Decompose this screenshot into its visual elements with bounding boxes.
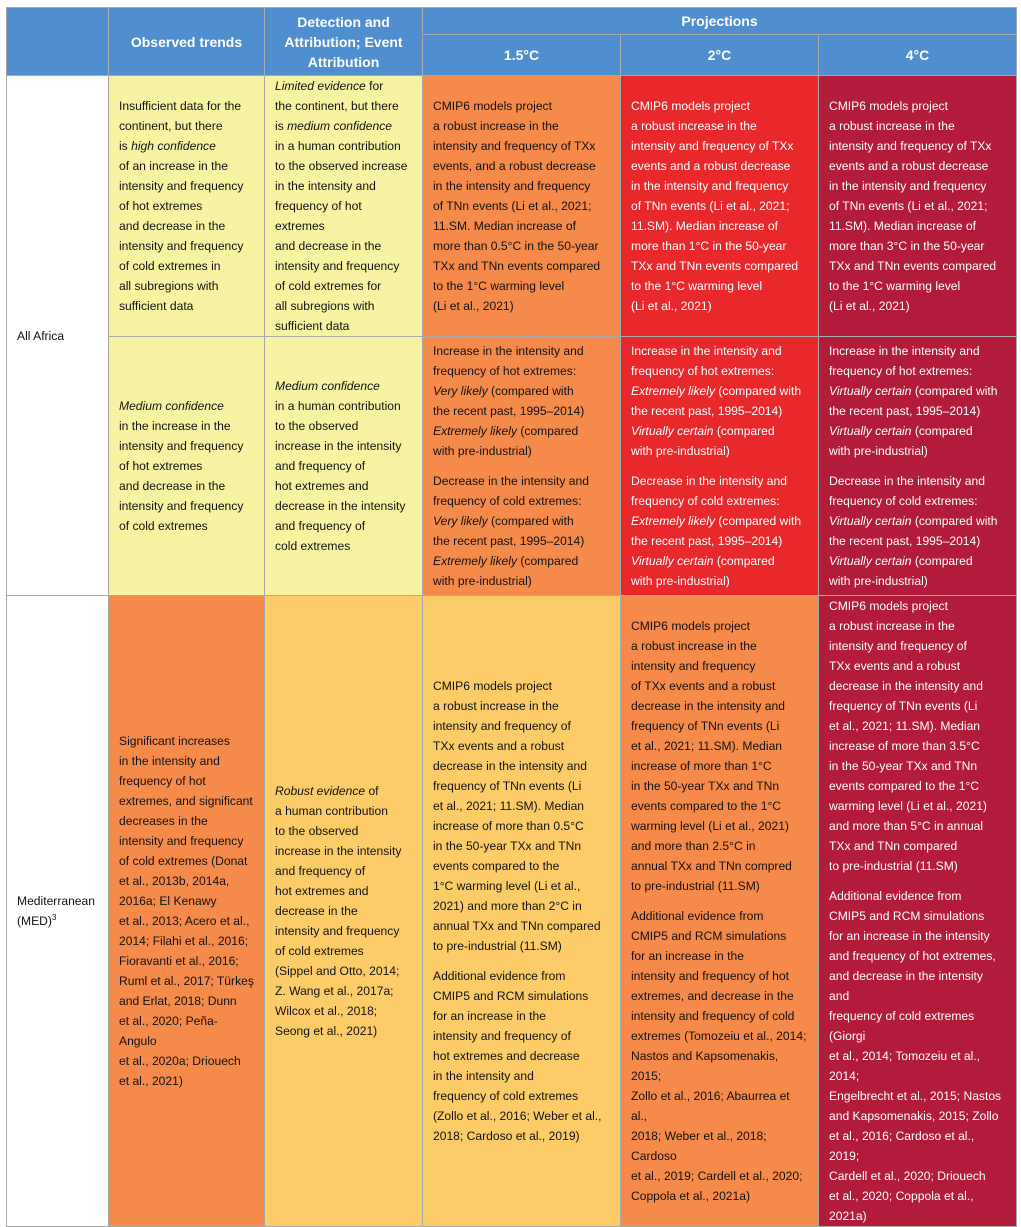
- projection-4-header: 4°C: [819, 35, 1017, 76]
- cell-africa-detection-2: Medium confidence in a human contribution to the observed increase in the intensity and frequency of hot extremes and decrease in the intensity and frequency of cold extremes: [265, 337, 423, 596]
- cell-africa-4-2: Increase in the intensity and frequency of hot extremes: Virtually certain (compared with the recent past, 1995–2014) Virtually certain (compared with pre-industrial) Decrease in the intensity and frequency of cold extremes: Virtually certain (compared with the recent past, 1995–2014) Virtually certain (compared with pre-industrial): [819, 337, 1017, 596]
- footnote-marker: 3: [51, 912, 57, 922]
- cell-africa-4-1: CMIP6 models project a robust increase in the intensity and frequency of TXx events and a robust decrease in the intensity and frequency of TNn events (Li et al., 2021; 11.SM). Median increase of more than 3°C in the 50-year TXx and TNn events compared to the 1°C warming level (Li et al., 2021): [819, 76, 1017, 337]
- cell-africa-observed-2: Medium confidence in the increase in the intensity and frequency of hot extremes and decrease in the intensity and frequency of cold extremes: [109, 337, 265, 596]
- observed-trends-header: Observed trends: [109, 8, 265, 76]
- projection-2-header: 2°C: [621, 35, 819, 76]
- cell-med-2: CMIP6 models project a robust increase in the intensity and frequency of TXx events and a robust decrease in the intensity and frequency of TNn events (Li et al., 2021; 11.SM). Median increase of more than 1°C in the 50-year TXx and TNn events compared to the 1°C warming level (Li et al., 2021) and more than 2.5°C in annual TXx and TNn compred to pre-industrial (11.SM) Additional evidence from CMIP5 and RCM simulations for an increase in the intensity and frequency of hot extremes, and decrease in the intensity and frequency of cold extremes (Tomozeiu et al., 2014; Nastos and Kapsomenakis, 2015; Zollo et al., 2016; Abaurrea et al., 2018; Weber et al., 2018; Cardoso et al., 2019; Cardell et al., 2020; Coppola et al., 2021a): [621, 596, 819, 1227]
- cell-med-4: CMIP6 models project a robust increase in the intensity and frequency of TXx events and a robust decrease in the intensity and frequency of TNn events (Li et al., 2021; 11.SM). Median increase of more than 3.5°C in the 50-year TXx and TNn events compared to the 1°C warming level (Li et al., 2021) and more than 5°C in annual TXx and TNn compared to pre-industrial (11.SM) Additional evidence from CMIP5 and RCM simulations for an increase in the intensity and frequency of hot extremes, and decrease in the intensity and frequency of cold extremes (Giorgi et al., 2014; Tomozeiu et al., 2014; Engelbrecht et al., 2015; Nastos and Kapsomenakis, 2015; Zollo et al., 2016; Cardoso et al., 2019; Cardell et al., 2020; Driouech et al., 2020; Coppola et al., 2021a): [819, 596, 1017, 1227]
- hot-extremes-table: [6, 7, 1017, 1227]
- cell-africa-2-2: Increase in the intensity and frequency of hot extremes: Extremely likely (compared with the recent past, 1995–2014) Virtually certain (compared with pre-industrial) Decrease in the intensity and frequency of cold extremes: Extremely likely (compared with the recent past, 1995–2014) Virtually certain (compared with pre-industrial): [621, 337, 819, 596]
- region-all-africa: All Africa: [7, 76, 109, 596]
- projections-header: Projections: [423, 8, 1017, 35]
- cell-africa-1-5-1: CMIP6 models project a robust increase in the intensity and frequency of TXx events, and a robust decrease in the intensity and frequency of TNn events (Li et al., 2021; 11.SM. Median increase of more than 0.5°C in the 50-year TXx and TNn events compared to the 1°C warming level (Li et al., 2021): [423, 76, 621, 337]
- corner-header: [7, 8, 109, 76]
- cell-africa-observed-1: Insufficient data for the continent, but there is high confidence of an increase in the intensity and frequency of hot extremes and decrease in the intensity and frequency of cold extremes in all subregions with sufficient data: [109, 76, 265, 337]
- cell-med-observed: Significant increases in the intensity and frequency of hot extremes, and significant decreases in the intensity and frequency of cold extremes (Donat et al., 2013b, 2014a, 2016a; El Kenawy et al., 2013; Acero et al., 2014; Filahi et al., 2016; Fioravanti et al., 2016; Ruml et al., 2017; Türkeş and Erlat, 2018; Dunn et al., 2020; Peña-Angulo et al., 2020a; Driouech et al., 2021): [109, 596, 265, 1227]
- cell-africa-detection-1: Limited evidence for the continent, but there is medium confidence in a human contribution to the observed increase in the intensity and frequency of hot extremes and decrease in the intensity and frequency of cold extremes for all subregions with sufficient data: [265, 76, 423, 337]
- region-mediterranean: [7, 596, 109, 1227]
- projection-1-5-header: 1.5°C: [423, 35, 621, 76]
- cell-med-1-5: CMIP6 models project a robust increase in the intensity and frequency of TXx events and a robust decrease in the intensity and frequency of TNn events (Li et al., 2021; 11.SM). Median increase of more than 0.5°C in the 50-year TXx and TNn events compared to the 1°C warming level (Li et al., 2021) and more than 2°C in annual TXx and TNn compared to pre-industrial (11.SM) Additional evidence from CMIP5 and RCM simulations for an increase in the intensity and frequency of hot extremes and decrease in the intensity and frequency of cold extremes (Zollo et al., 2016; Weber et al., 2018; Cardoso et al., 2019): [423, 596, 621, 1227]
- region-med-label: Mediterranean (MED)$^3$: [17, 894, 99, 928]
- cell-africa-1-5-2: Increase in the intensity and frequency of hot extremes: Very likely (compared with the recent past, 1995–2014) Extremely likely (compared with pre-industrial) Decrease in the intensity and frequency of cold extremes: Very likely (compared with the recent past, 1995–2014) Extremely likely (compared with pre-industrial): [423, 337, 621, 596]
- cell-med-detection: Robust evidence of a human contribution to the observed increase in the intensity and frequency of hot extremes and decrease in the intensity and frequency of cold extremes (Sippel and Otto, 2014; Z. Wang et al., 2017a; Wilcox et al., 2018; Seong et al., 2021): [265, 596, 423, 1227]
- detection-attribution-header: Detection and Attribution; Event Attribution: [265, 8, 423, 76]
- cell-africa-2-1: CMIP6 models project a robust increase in the intensity and frequency of TXx events and a robust decrease in the intensity and frequency of TNn events (Li et al., 2021; 11.SM). Median increase of more than 1°C in the 50-year TXx and TNn events compared to the 1°C warming level (Li et al., 2021): [621, 76, 819, 337]
